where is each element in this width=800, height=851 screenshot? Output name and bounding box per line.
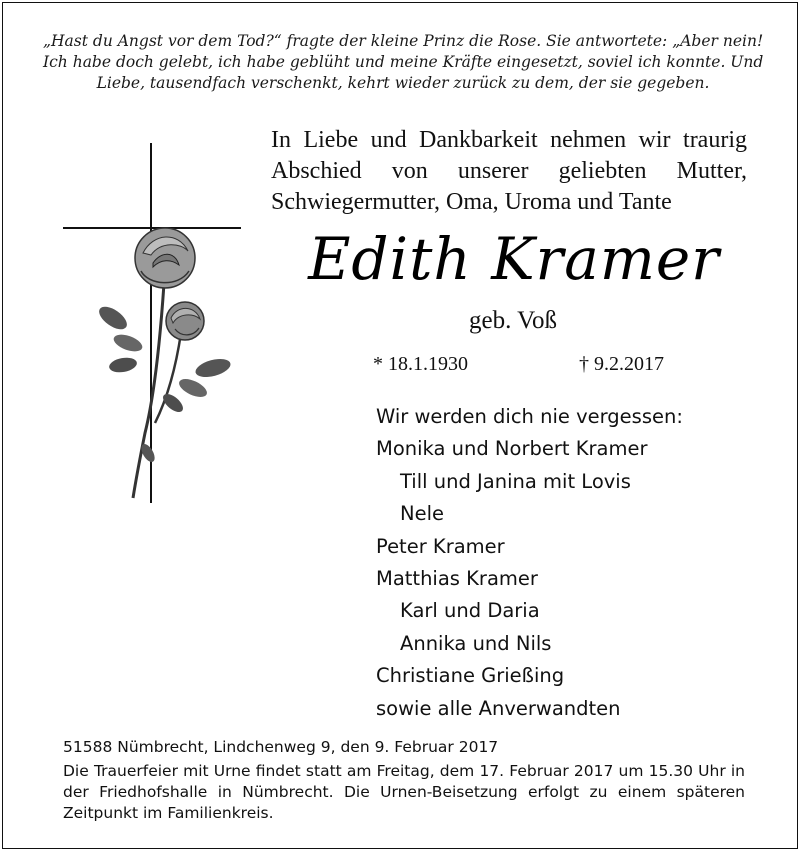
quote-line: Liebe, tausendfach verschenkt, kehrt wieder zurück zu dem, der sie gegeben. (96, 74, 710, 92)
mourner-line: Nele (400, 502, 444, 526)
mourner-line: Annika und Nils (400, 631, 552, 655)
rose-icon (95, 228, 232, 498)
quote-block (43, 31, 763, 94)
mourner-line: sowie alle Anverwandten (376, 696, 621, 720)
mourner-line: Till und Janina mit Lovis (400, 469, 631, 493)
funeral-line: Die Trauerfeier mit Urne findet statt am Freitag, dem 17. Februar 2017 um 15.30 Uhr in (63, 762, 745, 780)
cross-icon (63, 143, 241, 503)
mourner-line: Monika und Norbert Kramer (376, 437, 648, 461)
birth-date: * 18.1.1930 (373, 353, 468, 375)
quote-line: Ich habe doch gelebt, ich habe geblüht und meine Kräfte eingesetzt, soviel ich konnte. Und (43, 53, 764, 71)
intro-text (271, 125, 747, 218)
mourners-list (376, 401, 683, 725)
cross-rose-illustration (53, 133, 253, 513)
mourners-heading: Wir werden dich nie vergessen: (376, 405, 683, 428)
deceased-name: Edith Kramer (308, 225, 720, 293)
intro-line: Schwiegermutter, Oma, Uroma und Tante (271, 189, 672, 215)
footer-block (63, 737, 745, 824)
funeral-line: der Friedhofshalle in Nümbrecht. Die Urnen-Beisetzung erfolgt zu einem späteren (63, 783, 745, 801)
birth-name: geb. Voß (469, 307, 557, 334)
mourner-line: Peter Kramer (376, 534, 505, 558)
intro-line: Abschied von unserer geliebten Mutter, (271, 158, 747, 184)
funeral-line: Zeitpunkt im Familienkreis. (63, 804, 274, 822)
mourner-line: Christiane Grießing (376, 664, 565, 688)
address-line: 51588 Nümbrecht, Lindchenweg 9, den 9. Februar 2017 (63, 738, 499, 756)
mourner-line: Matthias Kramer (376, 566, 538, 590)
obituary-notice (2, 2, 798, 849)
intro-line: In Liebe und Dankbarkeit nehmen wir traurig (271, 127, 747, 153)
death-date: † 9.2.2017 (579, 353, 664, 375)
mourner-line: Karl und Daria (400, 599, 540, 623)
quote-line: „Hast du Angst vor dem Tod?“ fragte der kleine Prinz die Rose. Sie antwortete: „Aber nein! (43, 32, 764, 50)
